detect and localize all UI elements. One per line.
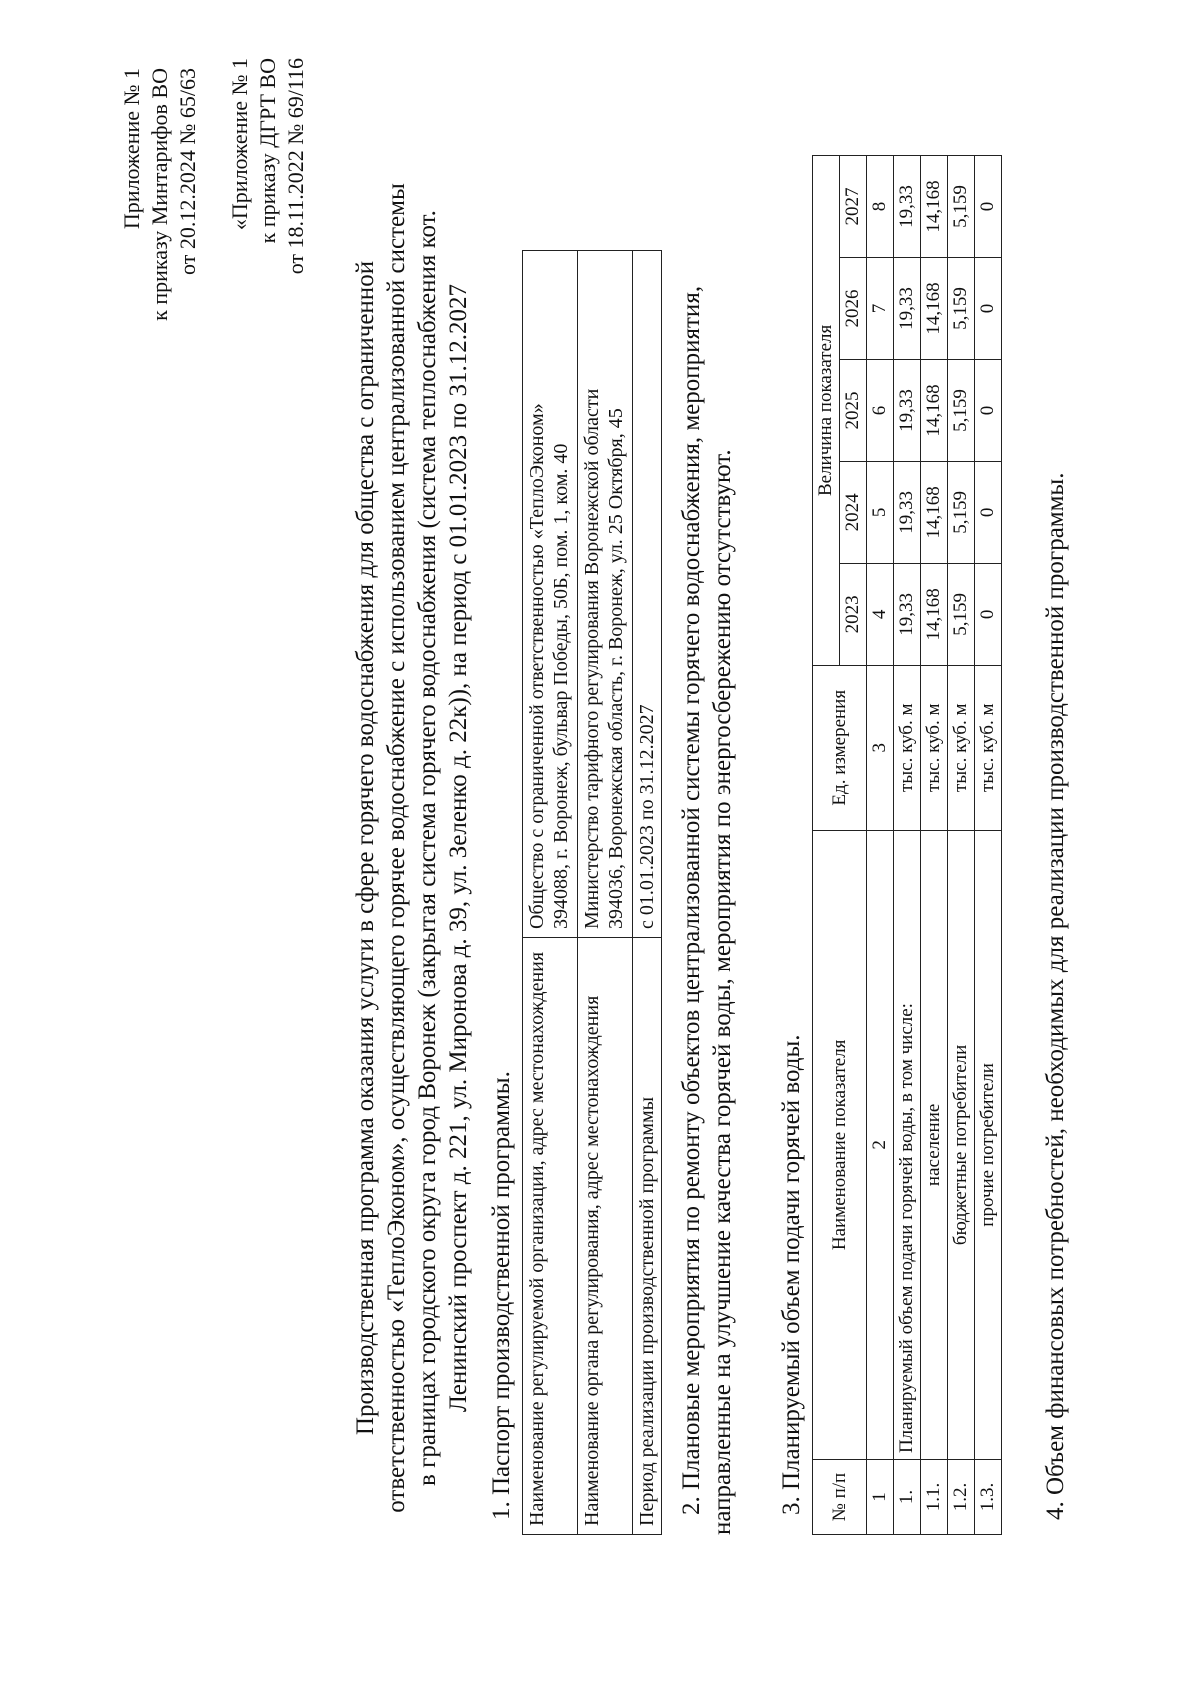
header-name: Наименование показателя (813, 830, 867, 1459)
table-header-row (813, 156, 840, 1535)
passport-value: с 01.01.2023 по 31.12.2027 (633, 251, 662, 938)
row-value: 5,159 (948, 258, 975, 360)
approval-line: от 18.11.2022 № 69/116 (283, 58, 308, 275)
document-title (350, 128, 474, 1568)
water-volume-table (812, 155, 1002, 1535)
row-value: 14,168 (921, 461, 948, 563)
approval-line: к приказу ДГРТ ВО (255, 58, 280, 244)
header-year: 2026 (840, 258, 867, 360)
row-value: 19,33 (894, 461, 921, 563)
row-num: 1. (894, 1460, 921, 1535)
row-value: 19,33 (894, 156, 921, 258)
section1-heading: 1. Паспорт производственной программы. (488, 1071, 515, 1520)
section2-line: направленные на улучшение качества горячей воды, мероприятия по энергосбережению отсутствуют. (709, 449, 736, 1535)
row-name: прочие потребители (975, 830, 1002, 1459)
index-cell: 1 (867, 1460, 894, 1535)
index-cell: 5 (867, 461, 894, 563)
row-value: 19,33 (894, 258, 921, 360)
approval-line: «Приложение № 1 (227, 58, 252, 231)
row-name: население (921, 830, 948, 1459)
table-index-row (867, 156, 894, 1535)
passport-label: Наименование регулируемой организации, адрес местонахождения (523, 938, 578, 1535)
approval-block-dgrt (226, 58, 310, 408)
approval-block-ministry (118, 68, 202, 408)
index-cell: 7 (867, 258, 894, 360)
section2-line: 2. Плановые мероприятия по ремонту объектов централизованной системы горячего водоснабжения, мероприятия, (678, 285, 705, 1515)
row-unit: тыс. куб. м (921, 665, 948, 830)
passport-label: Период реализации производственной программы (633, 938, 662, 1535)
index-cell: 6 (867, 359, 894, 461)
table-row (975, 156, 1002, 1535)
row-value: 0 (975, 156, 1002, 258)
row-num: 1.2. (948, 1460, 975, 1535)
table-row (633, 251, 662, 1535)
row-value: 14,168 (921, 563, 948, 665)
passport-value-line: 394088, г. Воронеж, бульвар Победы, 50Б, пом. 1, ком. 40 (550, 443, 572, 929)
passport-value (523, 251, 578, 938)
index-cell: 3 (867, 665, 894, 830)
section2-text (676, 245, 738, 1535)
row-value: 0 (975, 563, 1002, 665)
row-unit: тыс. куб. м (948, 665, 975, 830)
passport-label: Наименование органа регулирования, адрес местонахождения (578, 938, 633, 1535)
table-row (894, 156, 921, 1535)
row-value: 5,159 (948, 156, 975, 258)
title-line: ответственностью «ТеплоЭконом», осуществляющего горячее водоснабжение с использованием централизованной системы (383, 183, 410, 1513)
row-value: 14,168 (921, 258, 948, 360)
approval-line: от 20.12.2024 № 65/63 (175, 68, 200, 275)
row-num: 1.3. (975, 1460, 1002, 1535)
row-name: бюджетные потребители (948, 830, 975, 1459)
passport-table (522, 250, 662, 1535)
header-num: № п/п (813, 1460, 867, 1535)
row-unit: тыс. куб. м (975, 665, 1002, 830)
header-unit: Ед. измерения (813, 665, 867, 830)
row-value: 0 (975, 359, 1002, 461)
row-value: 5,159 (948, 359, 975, 461)
header-year: 2023 (840, 563, 867, 665)
section4-heading: 4. Объем финансовых потребностей, необходимых для реализации производственной программы. (1042, 472, 1069, 1520)
approval-line: к приказу Минтарифов ВО (147, 68, 172, 321)
table-row (921, 156, 948, 1535)
row-value: 5,159 (948, 461, 975, 563)
header-year: 2024 (840, 461, 867, 563)
passport-value-line: Общество с ограниченной ответственностью «ТеплоЭконом» (526, 403, 548, 929)
section3-heading: 3. Планируемый объем подачи горячей воды. (778, 1034, 805, 1515)
header-value-group: Величина показателя (813, 156, 840, 666)
index-cell: 4 (867, 563, 894, 665)
row-name: Планируемый объем подачи горячей воды, в том числе: (894, 830, 921, 1459)
row-num: 1.1. (921, 1460, 948, 1535)
row-value: 14,168 (921, 156, 948, 258)
row-value: 19,33 (894, 359, 921, 461)
passport-value (578, 251, 633, 938)
title-line: Производственная программа оказания услуги в сфере горячего водоснабжения для общества с ограниченной (352, 260, 379, 1436)
row-value: 14,168 (921, 359, 948, 461)
table-row (523, 251, 578, 1535)
title-line: Ленинский проспект д. 221, ул. Миронова д. 39, ул. Зеленко д. 22к)), на период с 01.01.2023 по 31.12.2027 (445, 283, 472, 1413)
passport-value-line: 394036, Воронежская область, г. Воронеж, ул. 25 Октября, 45 (605, 408, 627, 929)
table-row (578, 251, 633, 1535)
header-year: 2027 (840, 156, 867, 258)
row-value: 0 (975, 258, 1002, 360)
approval-line: Приложение № 1 (119, 68, 144, 230)
title-line: в границах городского округа город Воронеж (закрытая система горячего водоснабжения (система теплоснабжения кот. (414, 210, 441, 1486)
row-unit: тыс. куб. м (894, 665, 921, 830)
passport-value-line: Министерство тарифного регулирования Воронежской области (581, 388, 603, 929)
header-year: 2025 (840, 359, 867, 461)
index-cell: 8 (867, 156, 894, 258)
row-value: 0 (975, 461, 1002, 563)
row-value: 5,159 (948, 563, 975, 665)
table-row (948, 156, 975, 1535)
index-cell: 2 (867, 830, 894, 1459)
row-value: 19,33 (894, 563, 921, 665)
